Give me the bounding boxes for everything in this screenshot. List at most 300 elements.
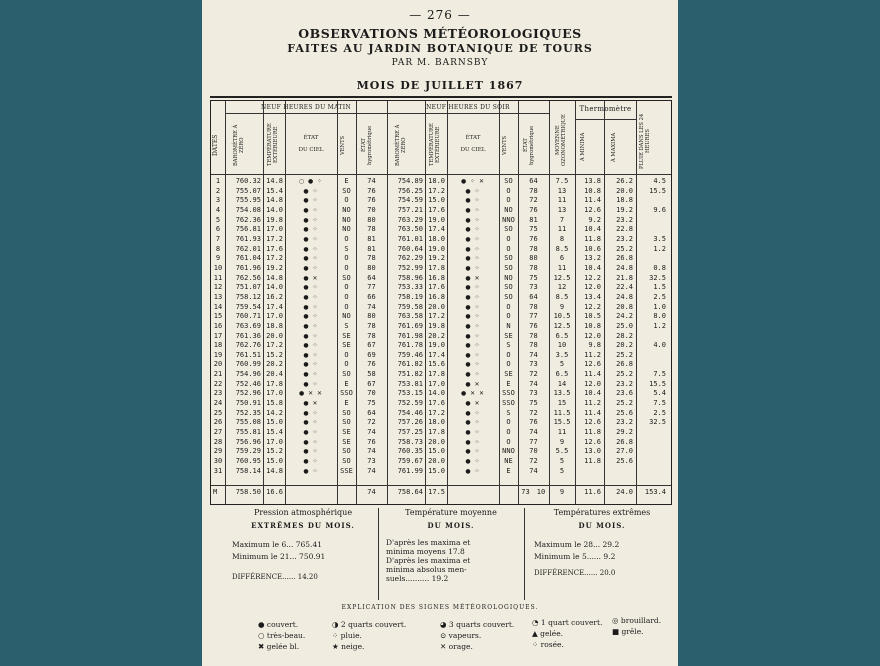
am-temp-cell: 15.4 [266,428,283,437]
maxima-cell: 20.2 [616,341,633,350]
mean-rain: 153.4 [644,488,666,496]
am-temp-column [263,177,283,476]
rain-cell: 1.5 [653,283,666,292]
date-cell: 19 [213,350,223,359]
am-wind-cell: SSE [340,466,353,475]
mean-temp-subtitle: DU MOIS. [427,521,475,530]
rain-cell [636,216,666,226]
pm-sky-cell: ● ✕ [465,400,481,408]
rain-cell: 32.5 [649,273,666,282]
minima-cell: 10.8 [584,321,601,330]
am-hygro-cell: 78 [367,225,376,234]
am-temp-cell: 15.4 [266,186,283,195]
am-sky-cell: ● ⁘ [303,409,319,417]
am-temp-cell: 15.0 [266,457,283,466]
pm-wind-cell: NNO [502,447,515,456]
am-hygro-cell: 80 [367,215,376,224]
pm-hygro-cell: 74 [529,379,538,388]
am-wind-cell: O [344,263,349,272]
am-temp-cell: 17.4 [266,302,283,311]
am-sky-column [285,177,337,476]
pm-hygro-cell: 78 [529,331,538,340]
pm-wind-cell: O [506,350,511,359]
pm-hygro-cell: 78 [529,341,538,350]
maxima-cell: 24.8 [616,292,633,301]
ozone-header: MOYENNE OZONOMÉTRIQUE [555,114,567,166]
minima-cell: 13.2 [584,254,601,263]
pm-wind-cell: SSO [502,399,515,408]
pm-hygro-cell: 70 [529,447,538,456]
ozone-cell: 11 [557,225,567,234]
pm-temp-cell: 16.8 [428,292,445,301]
am-wind-column [337,177,356,476]
am-wind-cell: O [344,234,349,243]
pm-wind-cell: SO [504,254,513,263]
am-wind-cell: E [344,399,349,408]
rain-cell: 4.0 [653,341,666,350]
pm-sky-cell: ● ⁘ [465,351,481,359]
am-temp-cell: 17.2 [266,341,283,350]
am-barometer-cell: 761.36 [235,331,261,340]
maxima-cell: 26.8 [616,437,633,446]
am-temp-cell: 20.0 [266,331,283,340]
minima-cell: 11.2 [584,350,601,359]
pm-wind-cell: E [506,379,511,388]
pressure-max: Maximum le 6... 765.41 [232,540,322,549]
maxima-cell: 20.8 [616,302,633,311]
am-wind-cell: O [344,302,349,311]
date-cell: 18 [213,341,223,350]
am-hygro-cell: 64 [367,273,376,282]
am-temp-cell: 17.0 [266,225,283,234]
pm-hygro-cell: 74 [529,428,538,437]
pm-sky-cell: ● ⁘ [465,206,481,214]
means-label: M [213,488,218,496]
pm-wind-column [499,177,518,476]
rain-cell: 5.4 [653,389,666,398]
pm-sky-cell: ● ⁘ [465,332,481,340]
pm-wind-cell: E [506,466,511,475]
am-hygro-cell: 80 [367,263,376,272]
am-sky-cell: ● ⁘ [303,216,319,224]
rain-cell [636,467,666,477]
ozone-cell: 8.5 [555,292,569,301]
mean-pm-hygro: 73 [521,488,530,496]
pm-temp-header: TEMPÉRATURE EXTÉRIEURE [429,123,441,167]
am-hygro-cell: 80 [367,312,376,321]
ozone-cell: 13 [557,205,567,214]
am-sky-cell: ● ⁘ [303,206,319,214]
am-sky-cell: ● ⁘ [303,245,319,253]
maxima-cell: 25.2 [616,244,633,253]
pm-sky-cell: ● ⁘ [465,419,481,427]
minima-cell: 12.6 [584,418,601,427]
am-wind-cell: O [344,254,349,263]
minima-cell: 12.0 [584,283,601,292]
am-temp-cell: 16.2 [266,292,283,301]
pm-barometer-cell: 758.96 [397,273,423,282]
am-temp-cell: 15.2 [266,447,283,456]
legend-two-quarts: ◑ 2 quarts couvert. [332,620,407,629]
pm-sky-cell: ● ⁘ [465,342,481,350]
pm-hygro-cell: 78 [529,244,538,253]
am-sky-cell: ● ⁘ [303,467,319,475]
date-cell: 30 [213,457,223,466]
pm-sky-column [447,177,499,476]
mean-temp-title: Température moyenne [405,508,497,517]
author-line: PAR M. BARNSBY [391,58,489,68]
mean-temp-line-5: suels.......... 19.2 [386,574,449,583]
maxima-cell: 21.8 [616,273,633,282]
am-barometer-cell: 755.95 [235,196,261,205]
pm-wind-cell: O [506,234,511,243]
pm-barometer-cell: 763.50 [397,225,423,234]
pm-hygro-cell: 75 [529,225,538,234]
pm-sky-cell: ● ⁘ [465,438,481,446]
am-temp-cell: 14.8 [266,196,283,205]
minima-cell: 12.6 [584,360,601,369]
pm-wind-cell: O [506,418,511,427]
document-page [202,0,678,666]
observations-table [210,100,672,505]
pm-wind-cell: N [506,321,511,330]
maxima-cell: 26.2 [616,177,633,185]
am-sky-cell: ● ⁘ [303,293,319,301]
rain-cell: 7.5 [653,399,666,408]
legend-three-quarts: ◕ 3 quarts couvert. [440,620,515,629]
legend-tres-beau: ○ très-beau. [258,631,306,640]
rain-cell [636,351,666,361]
maxima-cell: 23.2 [616,379,633,388]
am-barometer-cell: 751.07 [235,283,261,292]
am-hygro-cell: 81 [367,234,376,243]
date-cell: 11 [213,273,223,282]
maxima-cell: 19.2 [616,205,633,214]
pm-temp-cell: 19.0 [428,215,445,224]
am-wind-cell: SO [342,370,351,379]
rain-cell: 1.0 [653,302,666,311]
pm-barometer-cell: 757.26 [397,418,423,427]
pm-barometer-cell: 762.29 [397,254,423,263]
pm-wind-cell: SO [504,292,513,301]
pm-temp-cell: 15.6 [428,360,445,369]
minima-cell: 10.6 [584,244,601,253]
pressure-min: Minimum le 21... 750.91 [232,552,326,561]
minima-cell: 10.4 [584,389,601,398]
mean-temperature-box [386,508,516,600]
am-wind-cell: SE [342,428,351,437]
am-hygro-cell: 67 [367,341,376,350]
rain-cell [636,428,666,438]
ozone-cell: 7 [559,215,565,224]
date-cell: 14 [213,302,223,311]
pm-temp-cell: 16.8 [428,273,445,282]
am-sky-cell: ● ⁘ [303,458,319,466]
am-hygro-cell: 75 [367,399,376,408]
am-hygro-cell: 76 [367,437,376,446]
minima-cell: 10.4 [584,263,601,272]
pm-barometer-cell: 753.81 [397,379,423,388]
am-temp-cell: 14.2 [266,408,283,417]
am-barometer-cell: 761.51 [235,350,261,359]
pm-temp-cell: 20.2 [428,331,445,340]
rain-cell: 32.5 [649,418,666,427]
pm-barometer-cell: 761.69 [397,321,423,330]
pm-hygro-cell: 75 [529,273,538,282]
temperature-extremes-box [534,508,670,600]
date-cell: 28 [213,437,223,446]
pm-hygro-cell: 64 [529,292,538,301]
mean-am-hygro: 74 [367,488,376,496]
maxima-cell: 25.6 [616,408,633,417]
ozone-cell: 10.5 [553,312,571,321]
pm-wind-cell: S [506,341,511,350]
pm-hygro-cell: 78 [529,186,538,195]
pm-wind-cell: NO [504,205,513,214]
pm-barometer-cell: 751.82 [397,370,423,379]
ozone-cell: 11.5 [553,408,571,417]
pm-wind-cell: O [506,312,511,321]
pm-hygro-cell: 78 [529,263,538,272]
pm-barometer-cell: 753.33 [397,283,423,292]
pm-hygro-cell: 73 [529,389,538,398]
am-barometer-cell: 763.69 [235,321,261,330]
am-hygro-cell: 81 [367,244,376,253]
am-hygro-cell: 77 [367,283,376,292]
pm-sky-cell: ● ⁘ [465,429,481,437]
pm-sky-cell: ● ⁘ [465,371,481,379]
am-hygro-column [356,177,387,476]
date-cell: 9 [215,254,221,263]
am-barometer-cell: 759.29 [235,447,261,456]
am-hygro-cell: 74 [367,447,376,456]
minima-cell: 11.4 [584,196,601,205]
pm-temp-cell: 17.8 [428,263,445,272]
am-sky-cell: ● ✕ ✕ [298,390,324,398]
am-hygro-cell: 76 [367,360,376,369]
ozone-cell: 8.5 [555,244,569,253]
am-barometer-cell: 754.08 [235,205,261,214]
am-sky-cell: ● ⁘ [303,303,319,311]
pm-temp-cell: 17.8 [428,370,445,379]
am-barometer-cell: 761.96 [235,263,261,272]
pm-hygro-cell: 76 [529,205,538,214]
am-wind-cell: O [344,283,349,292]
am-barometer-cell: 758.14 [235,466,261,475]
ozone-column [549,177,575,476]
rain-header: PLUIE DANS LES 24 HEURES [639,113,651,169]
mean-temp-line-3: D'après les maxima et [386,556,471,565]
am-temp-cell: 15.0 [266,418,283,427]
pm-barometer-cell: 759.46 [397,350,423,359]
pm-sky-cell: ● ⁘ [465,303,481,311]
am-temp-cell: 15.8 [266,399,283,408]
rain-cell [636,360,666,370]
mean-temp-line-4: minima absolus men- [386,565,467,574]
am-hygro-cell: 78 [367,254,376,263]
date-cell: 21 [213,370,223,379]
am-barometer-cell: 762.76 [235,341,261,350]
am-sky-cell: ● ⁘ [303,419,319,427]
date-cell: 17 [213,331,223,340]
rain-column [636,177,666,476]
am-wind-cell: SSO [340,389,353,398]
am-barometer-cell: 761.93 [235,234,261,243]
maxima-cell: 22.8 [616,225,633,234]
pm-barometer-cell: 752.99 [397,263,423,272]
am-barometer-cell: 762.36 [235,215,261,224]
rain-cell: 0.8 [653,263,666,272]
am-temp-cell: 17.2 [266,254,283,263]
date-cell: 31 [213,466,223,475]
legend-rosee: ⁘ rosée. [532,640,564,649]
am-sky-cell: ○ ● ⁘ [298,178,324,185]
am-sky-cell: ● ⁘ [303,255,319,263]
pm-sky-cell: ● ⁘ [465,284,481,292]
pm-temp-cell: 18.0 [428,234,445,243]
am-wind-cell: SO [342,408,351,417]
am-temp-cell: 19.2 [266,263,283,272]
pressure-title: Pression atmosphérique [253,508,353,517]
date-cell: 24 [213,399,223,408]
am-wind-header: VENTS [340,135,346,155]
am-barometer-cell: 750.91 [235,399,261,408]
date-cell: 2 [215,186,221,195]
ozone-cell: 13 [557,186,567,195]
am-barometer-column [225,177,261,476]
pm-barometer-cell: 758.19 [397,292,423,301]
am-wind-cell: S [344,244,349,253]
date-cell: 13 [213,292,223,301]
am-barometer-cell: 760.95 [235,457,261,466]
mean-pm-hygro-2: 10 [536,488,546,496]
maxima-cell: 25.2 [616,399,633,408]
maxima-cell [604,467,633,477]
am-hygro-cell: 74 [367,466,376,475]
am-barometer-cell: 758.12 [235,292,261,301]
page-subtitle: FAITES AU JARDIN BOTANIQUE DE TOURS [287,42,593,55]
ozone-cell: 13.5 [553,389,571,398]
rain-cell [636,196,666,206]
am-hygro-cell: 74 [367,302,376,311]
pm-barometer-cell: 761.98 [397,331,423,340]
pm-wind-cell: O [506,437,511,446]
pm-hygro-cell: 72 [529,457,538,466]
mean-maxima: 24.0 [616,488,633,496]
pm-temp-cell: 20.0 [428,302,445,311]
legend-title: EXPLICATION DES SIGNES MÉTÉOROLOGIQUES. [341,604,539,611]
am-hygro-cell: 64 [367,408,376,417]
pm-wind-cell: SO [504,225,513,234]
am-hygro-header: ÉTAT hygrométrique [361,125,373,165]
legend-neige: ★ neige. [332,642,365,651]
pm-wind-cell: SE [504,331,513,340]
pm-sky-header: ÉTAT DU CIEL [460,135,486,153]
rain-cell [636,332,666,342]
am-hygro-cell: 58 [367,370,376,379]
pressure-subtitle: EXTRÊMES DU MOIS. [251,521,355,530]
am-sky-cell: ● ⁘ [303,226,319,234]
am-temp-cell: 17.8 [266,379,283,388]
pm-sky-cell: ● ⁘ [465,448,481,456]
am-temp-cell: 17.0 [266,312,283,321]
ozone-cell: 6.5 [555,331,569,340]
am-wind-cell: O [344,350,349,359]
pm-hygro-cell: 76 [529,234,538,243]
mean-minima: 11.6 [584,488,601,496]
am-wind-cell: O [344,292,349,301]
thermometer-header: Thermomètre [579,105,632,113]
pm-barometer-column [387,177,423,476]
pm-hygro-cell: 72 [529,196,538,205]
pm-wind-cell: O [506,186,511,195]
am-sky-cell: ● ⁘ [303,332,319,340]
pm-temp-cell: 17.4 [428,225,445,234]
minima-cell: 11.8 [584,457,601,466]
pm-hygro-cell: 77 [529,312,538,321]
maxima-cell: 27.0 [616,447,633,456]
pm-wind-cell: O [506,428,511,437]
am-sky-cell: ● ⁘ [303,197,319,205]
pm-wind-cell: SE [504,370,513,379]
am-barometer-cell: 759.54 [235,302,261,311]
pm-wind-cell: S [506,408,511,417]
am-temp-cell: 19.8 [266,215,283,224]
mean-am-temp: 16.6 [266,488,283,496]
maxima-cell: 20.0 [616,186,633,195]
am-hygro-cell: 69 [367,350,376,359]
am-temp-cell: 20.4 [266,370,283,379]
pm-wind-cell: O [506,244,511,253]
pm-wind-cell: SO [504,283,513,292]
date-cell: 8 [215,244,221,253]
maxima-cell: 22.4 [616,283,633,292]
dates-column [211,177,225,476]
pm-hygro-cell: 74 [529,350,538,359]
date-cell: 1 [215,177,221,185]
rain-cell: 1.2 [653,321,666,330]
legend-one-quart: ◔ 1 quart couvert. [532,618,603,627]
mean-am-barometer: 758.50 [235,488,261,496]
pm-sky-cell: ● ⁘ [465,235,481,243]
pm-hygro-cell: 77 [529,437,538,446]
pm-barometer-cell: 763.58 [397,312,423,321]
ozone-cell: 8 [559,234,565,243]
legend-brouillard: ◎ brouillard. [612,616,662,625]
pm-hygro-cell: 81 [529,215,538,224]
pm-sky-cell: ● ⁘ [465,458,481,466]
pm-sky-cell: ● ⁘ [465,197,481,205]
rain-cell: 9.6 [653,205,666,214]
pm-temp-cell: 19.0 [428,244,445,253]
rain-cell: 4.5 [653,177,666,185]
pm-wind-cell: NO [504,273,513,282]
pm-temp-column [425,177,445,476]
am-barometer-cell: 754.96 [235,370,261,379]
rain-cell: 15.5 [649,186,666,195]
ozone-cell: 12.5 [553,321,571,330]
pm-barometer-cell: 752.59 [397,399,423,408]
am-hygro-cell: 70 [367,389,376,398]
am-hygro-cell: 74 [367,428,376,437]
legend-couvert: ● couvert. [258,620,299,629]
pm-temp-cell: 15.0 [428,447,445,456]
am-wind-cell: SO [342,457,351,466]
am-wind-cell: NO [342,225,351,234]
am-temp-cell: 14.8 [266,177,283,185]
pm-sky-cell: ● ⁘ [465,293,481,301]
ozone-cell: 12 [557,283,567,292]
